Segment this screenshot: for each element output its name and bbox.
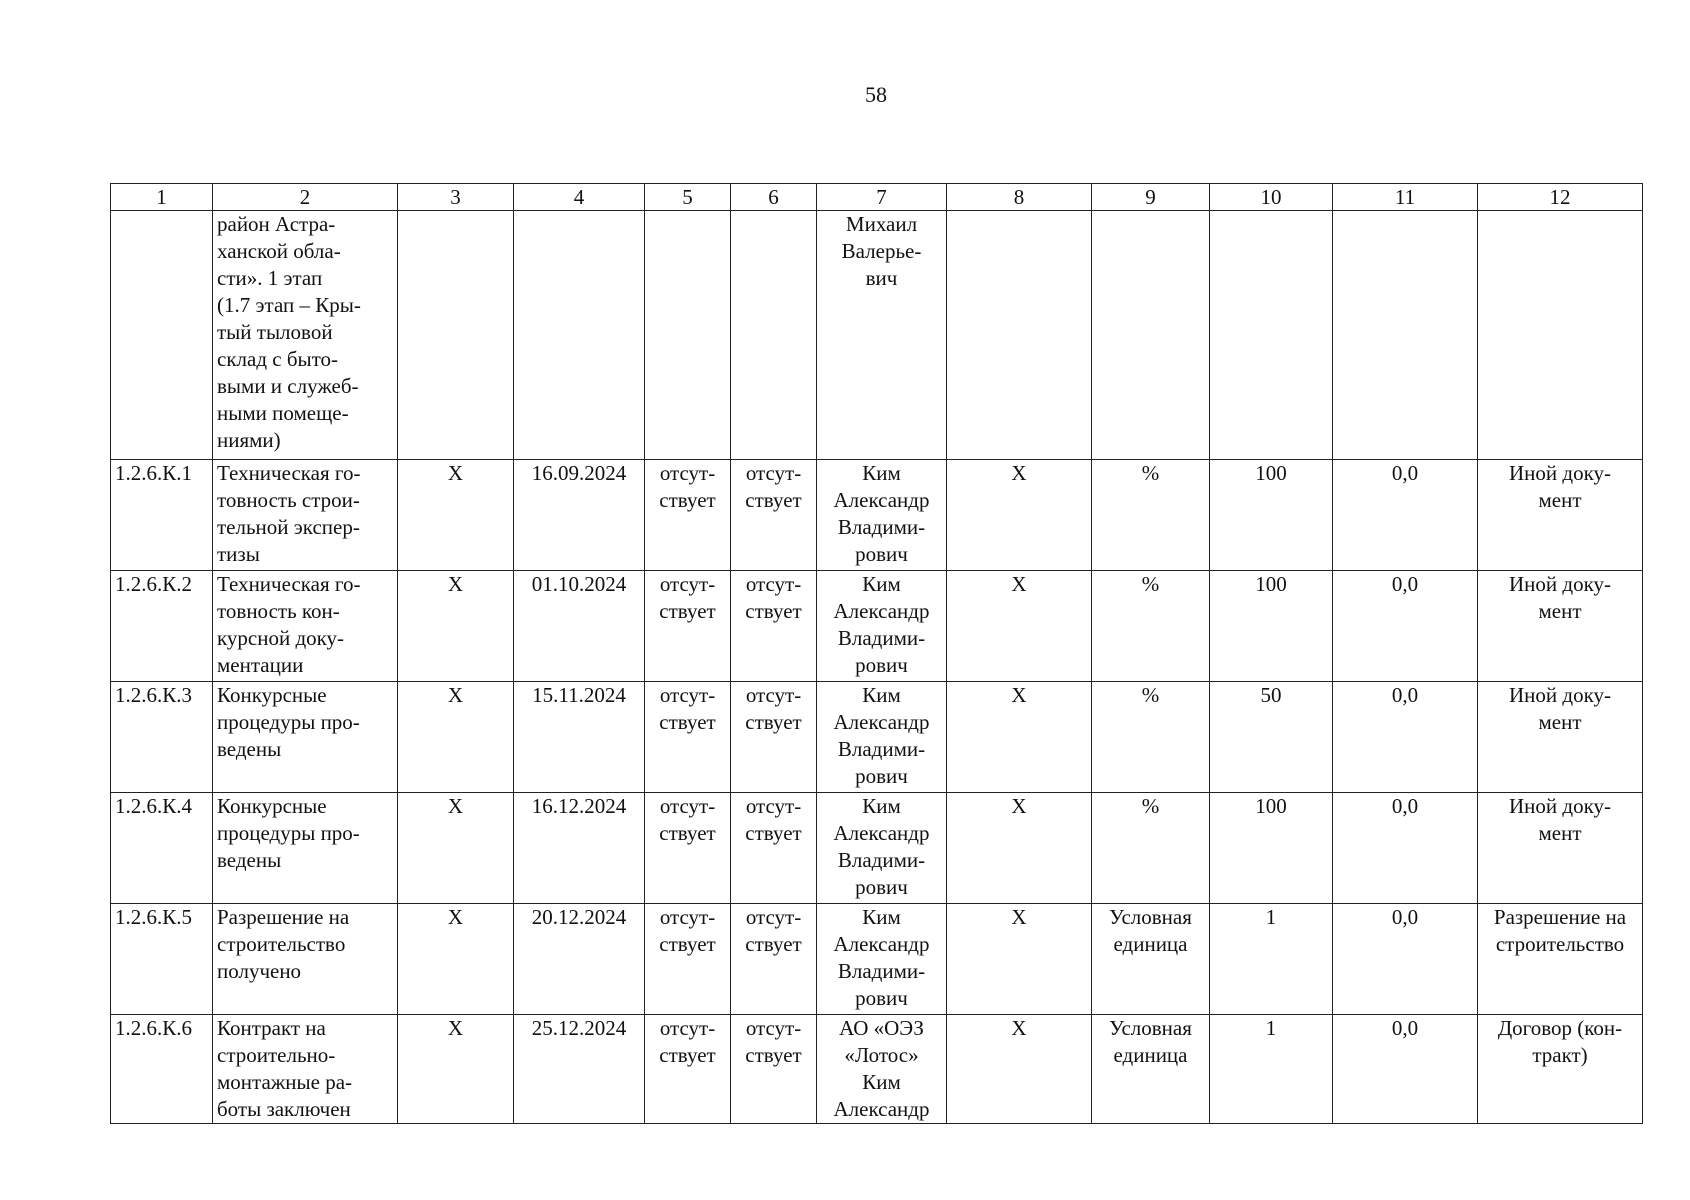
cell-unit: Условная единица: [1092, 904, 1210, 1015]
cell-date: 25.12.2024: [514, 1015, 645, 1124]
cell-col3: Х: [398, 460, 514, 571]
cell-id: 1.2.6.К.2: [111, 571, 213, 682]
column-header: 3: [398, 184, 514, 211]
cell-col6: отсут- ствует: [731, 460, 817, 571]
cell-date: 16.09.2024: [514, 460, 645, 571]
cell-col8: Х: [947, 460, 1092, 571]
cell-date: 16.12.2024: [514, 793, 645, 904]
cell-responsible: Ким Александр Владими- рович: [817, 904, 947, 1015]
cell-name: Конкурсные процедуры про- ведены: [213, 793, 398, 904]
cell-name: Разрешение на строительство получено: [213, 904, 398, 1015]
cell-col5: отсут- ствует: [645, 460, 731, 571]
cell-col8: Х: [947, 1015, 1092, 1124]
cell-col8: Х: [947, 571, 1092, 682]
header-row: [111, 184, 1643, 211]
column-header: 11: [1333, 184, 1478, 211]
cell-value: 1: [1210, 904, 1333, 1015]
table-row: [111, 904, 1643, 1015]
cell-col5: отсут- ствует: [645, 793, 731, 904]
cell-responsible: Ким Александр Владими- рович: [817, 460, 947, 571]
table-row: [111, 460, 1643, 571]
cell-date: 20.12.2024: [514, 904, 645, 1015]
cell-id: 1.2.6.К.5: [111, 904, 213, 1015]
cell-col11: 0,0: [1333, 682, 1478, 793]
cell-col11: 0,0: [1333, 793, 1478, 904]
cell-col3: Х: [398, 571, 514, 682]
cell-col5: отсут- ствует: [645, 682, 731, 793]
cell-col6: отсут- ствует: [731, 682, 817, 793]
cell-name: Конкурсные процедуры про- ведены: [213, 682, 398, 793]
table-row: [111, 1015, 1643, 1124]
cell-id: 1.2.6.К.3: [111, 682, 213, 793]
cell-col6: отсут- ствует: [731, 793, 817, 904]
cell-document: Иной доку- мент: [1478, 793, 1643, 904]
cell-col3: Х: [398, 904, 514, 1015]
column-header: 10: [1210, 184, 1333, 211]
cell-date: 15.11.2024: [514, 682, 645, 793]
cell-name: район Астра- ханской обла- сти». 1 этап (1.7 этап – Кры- тый тыловой склад с быто- выми и служеб- ными помеще- ниями): [213, 211, 398, 460]
cell-value: [1210, 211, 1333, 460]
cell-name: Техническая го- товность кон- курсной доку- ментации: [213, 571, 398, 682]
column-header: 7: [817, 184, 947, 211]
cell-col5: отсут- ствует: [645, 571, 731, 682]
cell-responsible: Ким Александр Владими- рович: [817, 571, 947, 682]
column-header: 6: [731, 184, 817, 211]
cell-col11: 0,0: [1333, 571, 1478, 682]
cell-col11: [1333, 211, 1478, 460]
cell-date: [514, 211, 645, 460]
column-header: 12: [1478, 184, 1643, 211]
cell-responsible: АО «ОЭЗ «Лотос» Ким Александр: [817, 1015, 947, 1124]
cell-value: 50: [1210, 682, 1333, 793]
column-header: 9: [1092, 184, 1210, 211]
cell-id: 1.2.6.К.4: [111, 793, 213, 904]
continuation-row: [111, 211, 1643, 460]
cell-document: Разрешение на строительство: [1478, 904, 1643, 1015]
page-number: 58: [865, 82, 887, 107]
cell-value: 100: [1210, 571, 1333, 682]
cell-document: [1478, 211, 1643, 460]
cell-unit: %: [1092, 571, 1210, 682]
cell-unit: %: [1092, 793, 1210, 904]
cell-col11: 0,0: [1333, 460, 1478, 571]
cell-document: Иной доку- мент: [1478, 460, 1643, 571]
cell-col8: Х: [947, 793, 1092, 904]
cell-col8: [947, 211, 1092, 460]
cell-responsible: Ким Александр Владими- рович: [817, 793, 947, 904]
cell-document: Договор (кон- тракт): [1478, 1015, 1643, 1124]
cell-unit: %: [1092, 682, 1210, 793]
cell-col5: отсут- ствует: [645, 904, 731, 1015]
cell-col8: Х: [947, 904, 1092, 1015]
cell-col11: 0,0: [1333, 1015, 1478, 1124]
cell-col5: [645, 211, 731, 460]
cell-col5: отсут- ствует: [645, 1015, 731, 1124]
column-header: 4: [514, 184, 645, 211]
cell-col6: отсут- ствует: [731, 1015, 817, 1124]
cell-unit: %: [1092, 460, 1210, 571]
cell-col3: Х: [398, 1015, 514, 1124]
table-row: [111, 571, 1643, 682]
cell-value: 1: [1210, 1015, 1333, 1124]
cell-id: 1.2.6.К.6: [111, 1015, 213, 1124]
cell-col8: Х: [947, 682, 1092, 793]
column-header: 2: [213, 184, 398, 211]
cell-document: Иной доку- мент: [1478, 571, 1643, 682]
cell-col3: [398, 211, 514, 460]
cell-col6: [731, 211, 817, 460]
cell-col6: отсут- ствует: [731, 904, 817, 1015]
cell-id: [111, 211, 213, 460]
cell-col11: 0,0: [1333, 904, 1478, 1015]
cell-value: 100: [1210, 793, 1333, 904]
cell-col3: Х: [398, 793, 514, 904]
cell-id: 1.2.6.К.1: [111, 460, 213, 571]
column-header: 8: [947, 184, 1092, 211]
cell-col6: отсут- ствует: [731, 571, 817, 682]
cell-responsible: Ким Александр Владими- рович: [817, 682, 947, 793]
cell-name: Техническая го- товность строи- тельной экспер- тизы: [213, 460, 398, 571]
cell-responsible: Михаил Валерье- вич: [817, 211, 947, 460]
table-row: [111, 793, 1643, 904]
cell-unit: [1092, 211, 1210, 460]
table-row: [111, 682, 1643, 793]
data-table: [110, 183, 1643, 1124]
column-header: 1: [111, 184, 213, 211]
cell-col3: Х: [398, 682, 514, 793]
cell-value: 100: [1210, 460, 1333, 571]
cell-name: Контракт на строительно- монтажные ра- боты заключен: [213, 1015, 398, 1124]
cell-unit: Условная единица: [1092, 1015, 1210, 1124]
column-header: 5: [645, 184, 731, 211]
cell-date: 01.10.2024: [514, 571, 645, 682]
cell-document: Иной доку- мент: [1478, 682, 1643, 793]
